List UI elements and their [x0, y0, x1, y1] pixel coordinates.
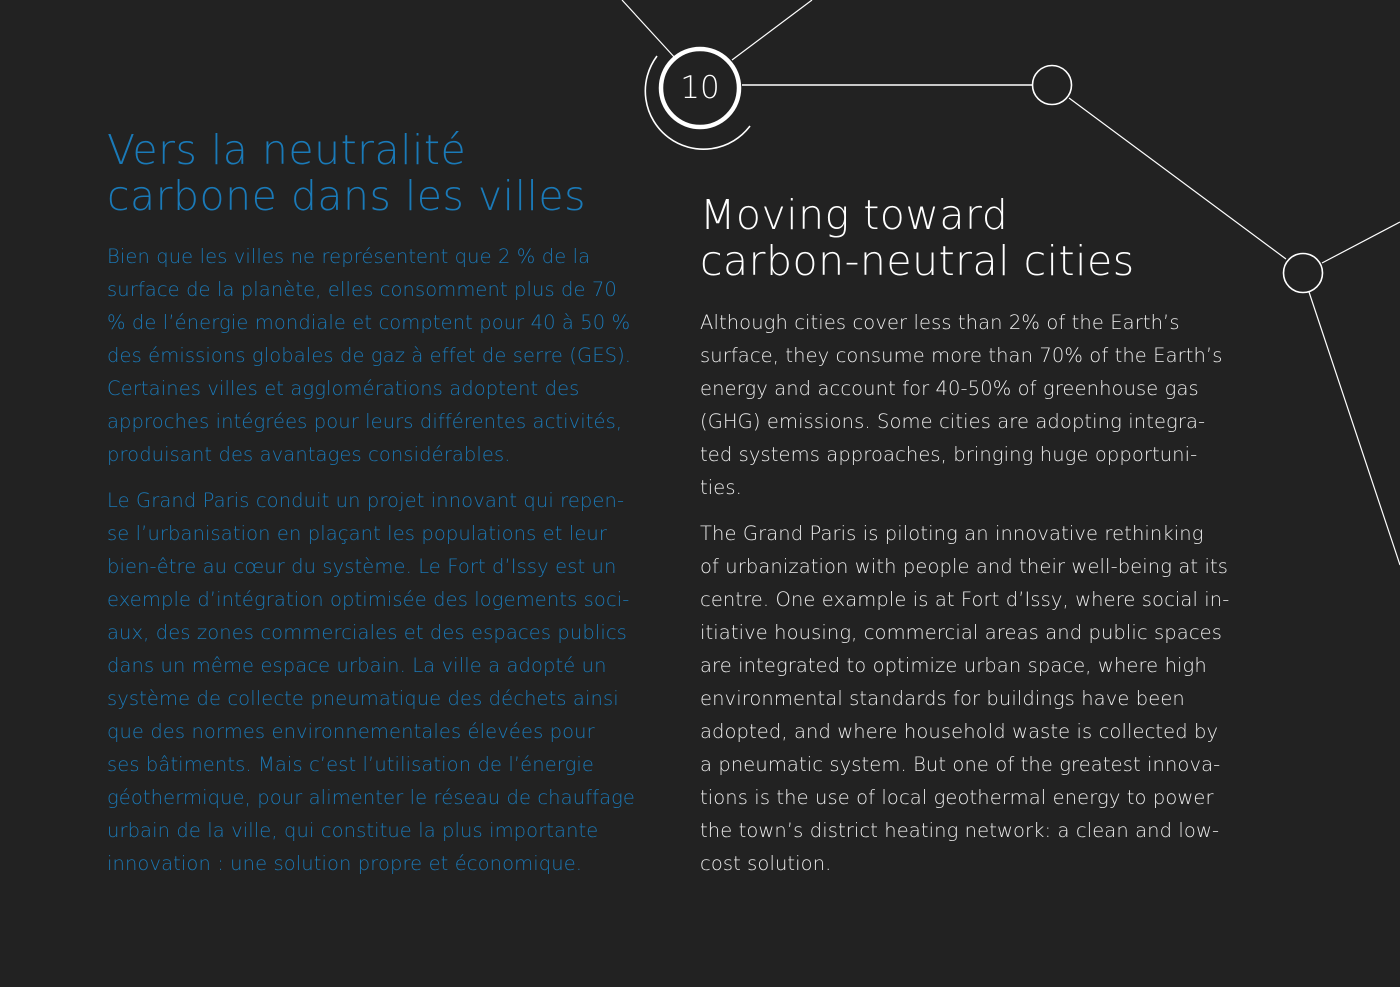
text-line: adopted, and where household waste is collected by [700, 720, 1219, 743]
text-line: approches intégrées pour leurs différentes activités, [107, 410, 623, 433]
text-line: Certaines villes et agglomérations adoptent des [107, 377, 580, 400]
text-line: urbain de la ville, qui constitue la plus importante [107, 819, 599, 842]
page-number: 10 [680, 70, 720, 106]
french-paragraph-2 [107, 484, 635, 880]
network-node [1033, 66, 1072, 105]
text-line: centre. One example is at Fort d’Issy, where social in- [700, 588, 1230, 611]
text-line: (GHG) emissions. Some cities are adopting integra- [700, 410, 1206, 433]
text-line: système de collecte pneumatique des déchets ainsi [107, 687, 619, 710]
text-line: Although cities cover less than 2% of the Earth’s [700, 311, 1180, 334]
text-line: géothermique, pour alimenter le réseau de chauffage [107, 786, 636, 809]
english-heading [700, 192, 1260, 284]
text-line: produisant des avantages considérables. [107, 443, 511, 466]
text-line: energy and account for 40-50% of greenhouse gas [700, 377, 1199, 400]
text-line: tions is the use of local geothermal energy to power [700, 786, 1214, 809]
text-line: The Grand Paris is piloting an innovative rethinking [700, 522, 1204, 545]
text-line: se l’urbanisation en plaçant les populations et leur [107, 522, 608, 545]
text-line: Bien que les villes ne représentent que 2 % de la [107, 245, 591, 268]
text-line: ties. [700, 476, 742, 499]
text-line: des émissions globales de gaz à effet de serre (GES). [107, 344, 632, 367]
english-paragraph-1 [700, 306, 1223, 504]
text-line: exemple d’intégration optimisée des logements soci- [107, 588, 630, 611]
heading-line: Moving toward [700, 191, 1009, 239]
text-line: dans un même espace urbain. La ville a adopté un [107, 654, 607, 677]
text-line: ted systems approaches, bringing huge opportuni- [700, 443, 1198, 466]
french-paragraph-1 [107, 240, 631, 471]
text-line: of urbanization with people and their well-being at its [700, 555, 1228, 578]
network-line [1322, 222, 1400, 263]
text-line: itiative housing, commercial areas and public spaces [700, 621, 1223, 644]
text-line: a pneumatic system. But one of the greatest innova- [700, 753, 1221, 776]
french-heading [107, 127, 667, 219]
heading-line: carbone dans les villes [107, 172, 586, 220]
text-line: surface de la planète, elles consomment plus de 70 [107, 278, 617, 301]
text-line: cost solution. [700, 852, 832, 875]
text-line: surface, they consume more than 70% of the Earth’s [700, 344, 1223, 367]
text-line: % de l’énergie mondiale et comptent pour 40 à 50 % [107, 311, 631, 334]
english-paragraph-2 [700, 517, 1229, 880]
text-line: bien-être au cœur du système. Le Fort d’Issy est un [107, 555, 617, 578]
text-line: Le Grand Paris conduit un projet innovant qui repen- [107, 489, 625, 512]
text-line: the town’s district heating network: a clean and low- [700, 819, 1220, 842]
text-line: environmental standards for buildings have been [700, 687, 1185, 710]
text-line: are integrated to optimize urban space, where high [700, 654, 1207, 677]
text-line: ses bâtiments. Mais c’est l’utilisation de l’énergie [107, 753, 594, 776]
network-node [1284, 254, 1323, 293]
heading-line: Vers la neutralité [107, 126, 467, 174]
heading-line: carbon-neutral cities [700, 237, 1135, 285]
text-line: aux, des zones commerciales et des espaces publics [107, 621, 627, 644]
text-line: innovation : une solution propre et économique. [107, 852, 583, 875]
network-line [732, 0, 812, 60]
network-line [1309, 292, 1400, 565]
text-line: que des normes environnementales élevées pour [107, 720, 595, 743]
